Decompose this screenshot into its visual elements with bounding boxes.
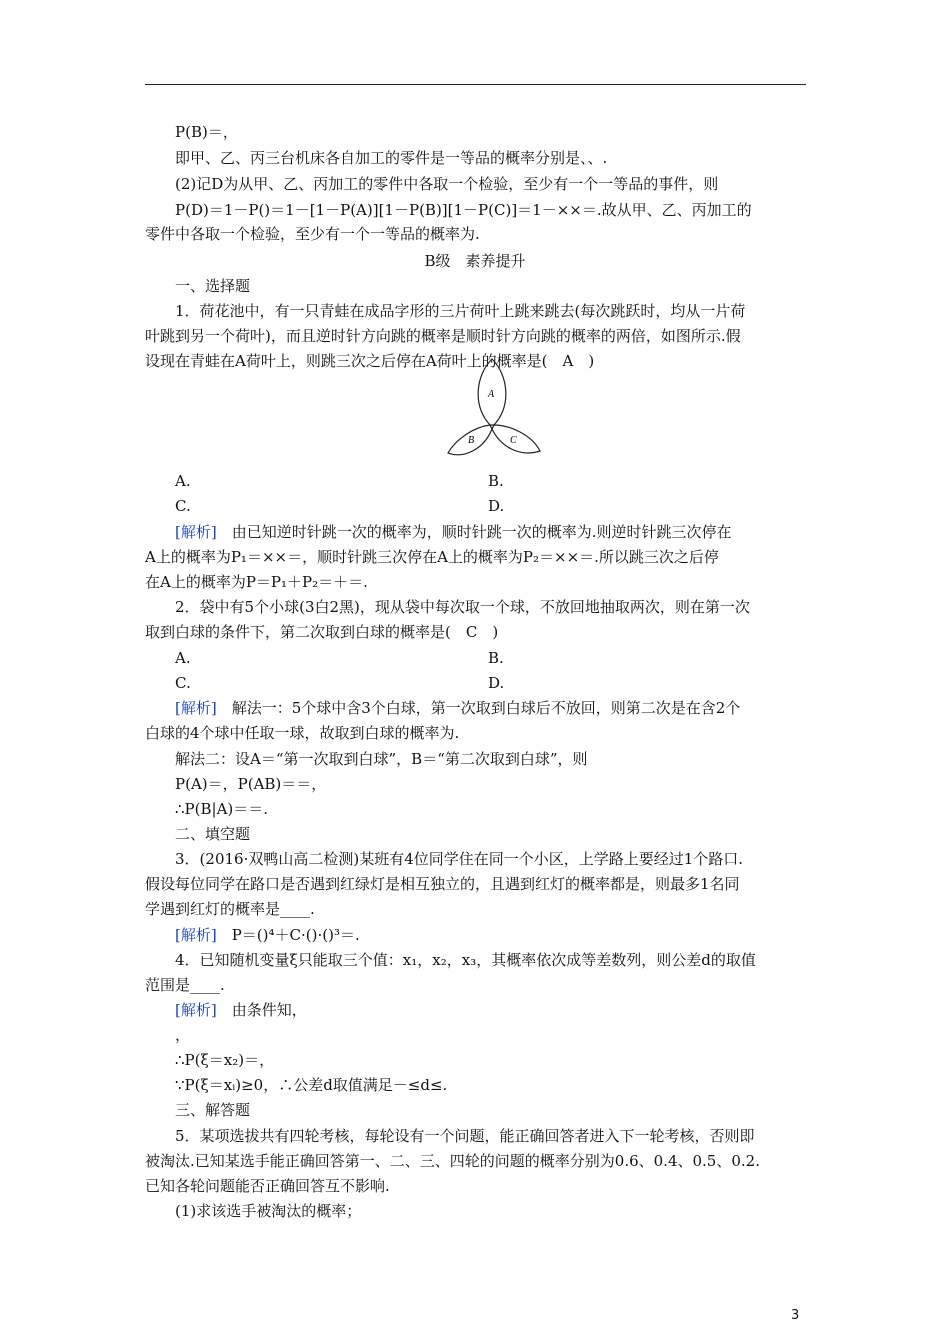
option-c: C. <box>175 497 191 515</box>
option-a: A. <box>175 649 191 667</box>
section-title: 一、选择题 <box>175 277 251 295</box>
solution-line: A上的概率为P₁＝××＝，顺时针跳三次停在A上的概率为P₂＝××＝.所以跳三次之后停 <box>145 548 719 566</box>
solution-line: 白球的4个球中任取一球，故取到白球的概率为. <box>145 724 460 742</box>
question-text: 叶跳到另一个荷叶)，而且逆时针方向跳的概率是顺时针方向跳的概率的两倍，如图所示.假 <box>145 327 741 345</box>
question-text: (1)求该选手被淘汰的概率； <box>175 1202 362 1220</box>
question-text: 学遇到红灯的概率是____. <box>145 900 315 918</box>
solution-line: 在A上的概率为P＝P₁＋P₂＝＋＝. <box>145 573 368 591</box>
option-a: A. <box>175 472 191 490</box>
question-text: 取到白球的条件下，第二次取到白球的概率是( C ) <box>145 623 499 641</box>
pad-label-a: A <box>488 389 495 400</box>
solution-line <box>175 698 740 718</box>
solution-line: ∵P(ξ＝xᵢ)≥0，∴公差d取值满足－≤d≤. <box>175 1076 448 1094</box>
solution-line: P(A)＝，P(AB)＝＝， <box>175 775 327 793</box>
question-text: 设现在青蛙在A荷叶上，则跳三次之后停在A荷叶上的概率是( A ) <box>145 352 595 370</box>
page-number: 3 <box>791 1308 800 1323</box>
question-text: 已知各轮问题能否正确回答互不影响. <box>145 1177 390 1195</box>
question-text: 4．已知随机变量ξ只能取三个值：x₁，x₂，x₃，其概率依次成等差数列，则公差d的取值 <box>175 951 756 969</box>
question-text: 5．某项选拔共有四轮考核，每轮设有一个问题，能正确回答者进入下一轮考核，否则即 <box>175 1127 755 1145</box>
solution-line: ∴P(B|A)＝＝. <box>175 800 269 818</box>
analysis-tag: [解析] <box>175 1001 217 1019</box>
analysis-tag: [解析] <box>175 523 217 541</box>
analysis-text: 由已知逆时针跳一次的概率为，顺时针跳一次的概率为.则逆时针跳三次停在 <box>216 523 732 541</box>
text-line: 即甲、乙、丙三台机床各自加工的零件是一等品的概率分别是、、. <box>175 149 608 167</box>
solution-line: ， <box>175 1026 191 1044</box>
analysis-text: P＝()⁴＋C·()·()³＝. <box>216 926 360 944</box>
question-text: 假设每位同学在路口是否遇到红绿灯是相互独立的，且遇到红灯的概率都是，则最多1名同 <box>145 875 740 893</box>
text-line: (2)记D为从甲、乙、丙加工的零件中各取一个检验，至少有一个一等品的事件，则 <box>175 175 719 193</box>
option-c: C. <box>175 674 191 692</box>
question-text: 1．荷花池中，有一只青蛙在成品字形的三片荷叶上跳来跳去(每次跳跃时，均从一片荷 <box>175 302 746 320</box>
section-title: 三、解答题 <box>175 1101 251 1119</box>
text-line: 零件中各取一个检验，至少有一个一等品的概率为. <box>145 225 480 243</box>
text-line: P(D)＝1－P()＝1－[1－P(A)][1－P(B)][1－P(C)]＝1－××＝.故从甲、乙、丙加工的 <box>175 201 752 219</box>
pad-label-b: B <box>468 435 475 446</box>
solution-line <box>175 925 360 945</box>
question-text: 3．(2016·双鸭山高二检测)某班有4位同学住在同一个小区，上学路上要经过1个路口. <box>175 850 744 868</box>
option-d: D. <box>488 674 505 692</box>
section-title: 二、填空题 <box>175 825 251 843</box>
solution-line <box>175 1000 307 1020</box>
section-heading: B级 素养提升 <box>424 252 526 270</box>
solution-line: ∴P(ξ＝x₂)＝， <box>175 1051 275 1069</box>
solution-line: 解法二：设A＝“第一次取到白球”，B＝“第二次取到白球”，则 <box>175 750 588 768</box>
analysis-tag: [解析] <box>175 699 217 717</box>
analysis-text: 由条件知， <box>216 1001 307 1019</box>
analysis-text: 解法一：5个球中含3个白球，第一次取到白球后不放回，则第二次是在含2个 <box>216 699 741 717</box>
lily-pad-figure <box>444 355 564 463</box>
pad-label-c: C <box>510 435 517 446</box>
question-text: 被淘汰.已知某选手能正确回答第一、二、三、四轮的问题的概率分别为0.6、0.4、0.5、0.2. <box>145 1152 760 1170</box>
header-rule <box>145 84 806 85</box>
question-text: 2．袋中有5个小球(3白2黑)，现从袋中每次取一个球，不放回地抽取两次，则在第一次 <box>175 598 750 616</box>
option-b: B. <box>488 472 504 490</box>
text-line: P(B)＝， <box>175 123 238 141</box>
question-text: 范围是____. <box>145 976 225 994</box>
option-d: D. <box>488 497 505 515</box>
solution-line <box>175 522 732 542</box>
analysis-tag: [解析] <box>175 926 217 944</box>
option-b: B. <box>488 649 504 667</box>
